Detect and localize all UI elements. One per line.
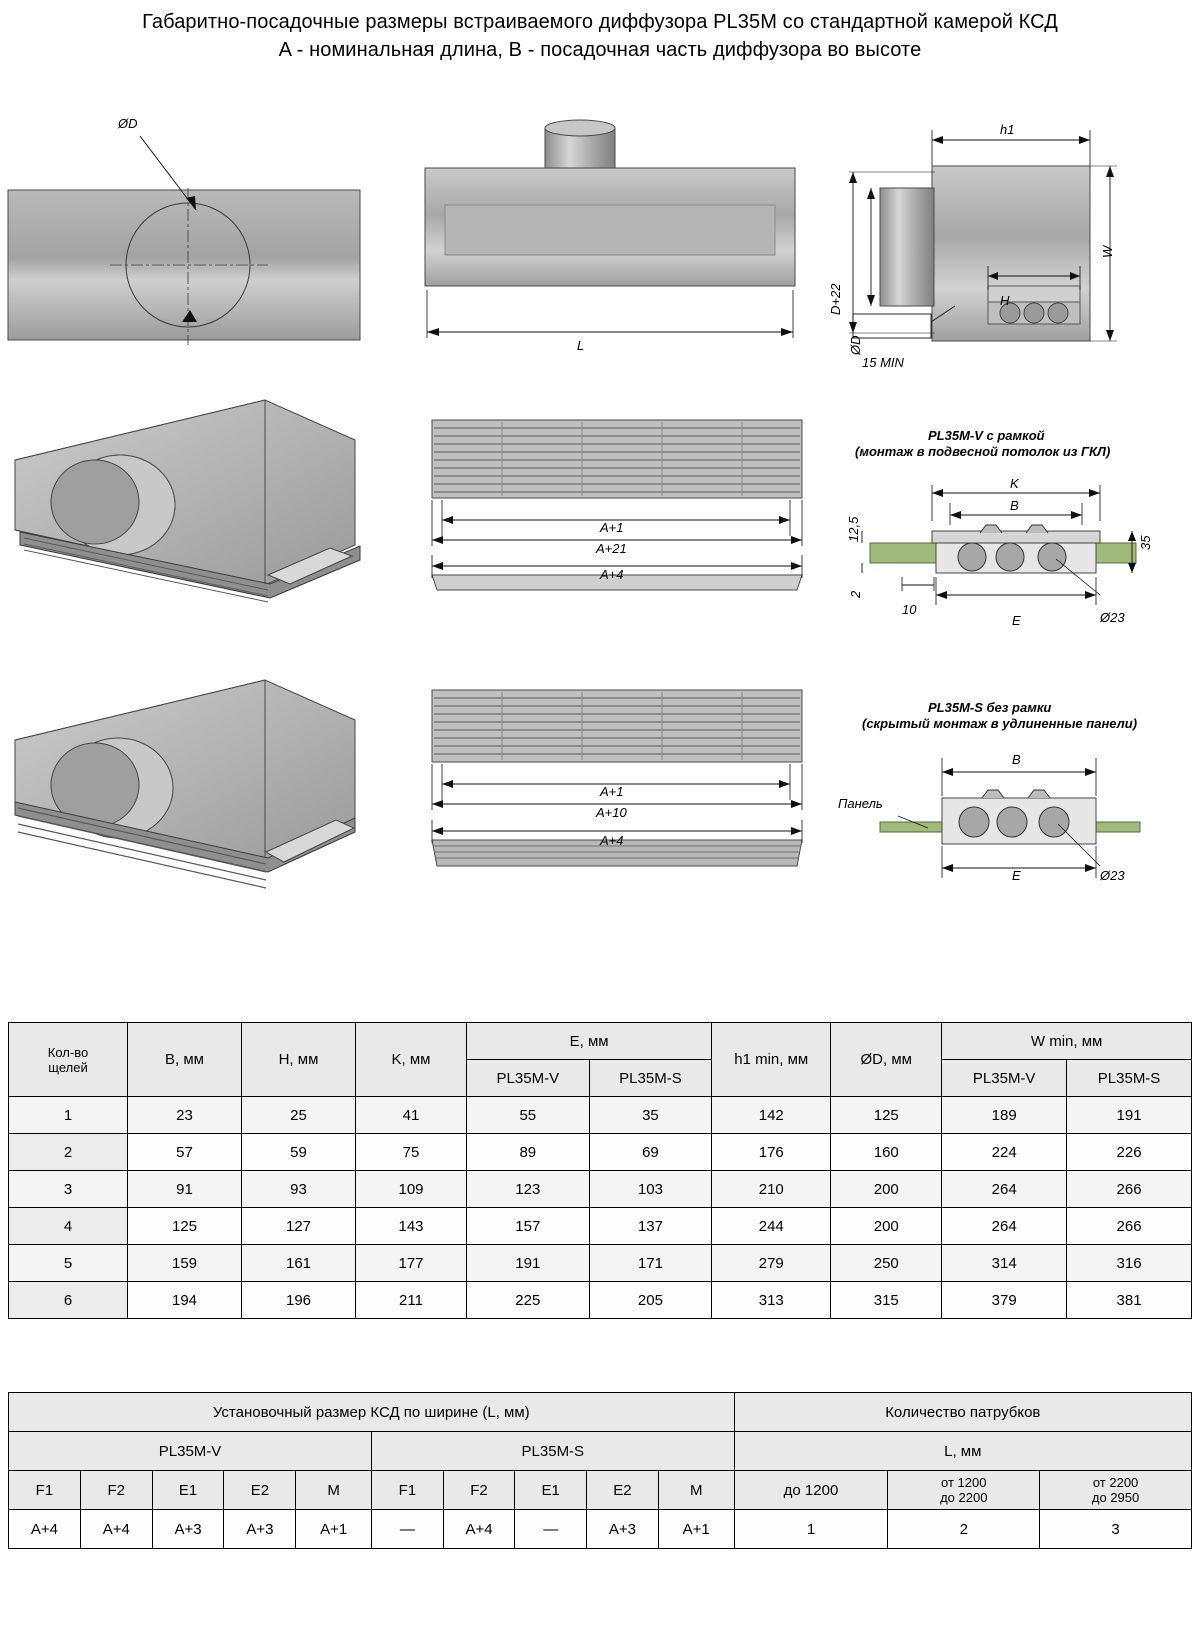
label-B-s: B (1012, 752, 1021, 767)
figure-top-view-duct (0, 100, 400, 380)
cell-K: 75 (356, 1134, 467, 1171)
header-s-m: M (658, 1471, 734, 1510)
label-d23-s: Ø23 (1100, 868, 1125, 883)
title-line-2: A - номинальная длина, B - посадочная часть диффузора во высоте (278, 39, 922, 61)
cell-h1: 313 (712, 1282, 831, 1319)
header-E-s: PL35M-S (589, 1060, 712, 1097)
label-35: 35 (1138, 535, 1153, 550)
cell-K: 177 (356, 1245, 467, 1282)
cell-slots: 3 (9, 1171, 128, 1208)
cell-oD: 200 (831, 1208, 942, 1245)
cell-Wv: 264 (942, 1208, 1067, 1245)
header-range-1: до 1200 (734, 1471, 888, 1510)
cell-Ev: 191 (467, 1245, 590, 1282)
cell-Ev: 157 (467, 1208, 590, 1245)
header-s-f1: F1 (372, 1471, 444, 1510)
cell-Ws: 266 (1067, 1208, 1192, 1245)
cell-slots: 4 (9, 1208, 128, 1245)
header-pl35m-s: PL35M-S (372, 1432, 735, 1471)
cell-h1: 210 (712, 1171, 831, 1208)
label-15-min: 15 MIN (862, 355, 904, 370)
drawings-area (0, 80, 1200, 1010)
header-slots-l1: Кол-во (47, 1044, 89, 1060)
label-s-title-1: PL35M-S без рамки (928, 700, 1052, 715)
header-v-f1: F1 (9, 1471, 81, 1510)
cell-K: 41 (356, 1097, 467, 1134)
cell-Ws: 266 (1067, 1171, 1192, 1208)
figure-isometric-s (0, 620, 370, 920)
cell-H: 93 (242, 1171, 356, 1208)
label-h1: h1 (1000, 122, 1015, 137)
header-L: L, мм (734, 1432, 1191, 1471)
cell-Wv: 189 (942, 1097, 1067, 1134)
table-row (9, 1134, 1192, 1171)
label-v-title-1: PL35M-V с рамкой (928, 428, 1045, 443)
header-v-f2: F2 (80, 1471, 152, 1510)
label-E-s: E (1012, 868, 1021, 883)
cell-H: 59 (242, 1134, 356, 1171)
value-s-f2: A+4 (443, 1510, 515, 1549)
table-header-row (9, 1023, 1192, 1060)
header-h1min: h1 min, мм (712, 1023, 831, 1097)
cell-Wv: 264 (942, 1171, 1067, 1208)
cell-Es: 69 (589, 1134, 712, 1171)
value-v-m: A+1 (296, 1510, 372, 1549)
cell-oD: 200 (831, 1171, 942, 1208)
cell-oD: 315 (831, 1282, 942, 1319)
value-v-f2: A+4 (80, 1510, 152, 1549)
header-range-2-l1: от 1200 (941, 1475, 987, 1490)
value-count-1: 1 (734, 1510, 888, 1549)
cell-Es: 35 (589, 1097, 712, 1134)
cell-B: 159 (128, 1245, 242, 1282)
cell-Ev: 55 (467, 1097, 590, 1134)
value-v-e2: A+3 (224, 1510, 296, 1549)
cell-K: 109 (356, 1171, 467, 1208)
cell-Ws: 381 (1067, 1282, 1192, 1319)
header-spigot-count: Количество патрубков (734, 1393, 1191, 1432)
header-range-2-l2: до 2200 (940, 1490, 988, 1505)
label-W: W (1100, 245, 1115, 258)
cell-slots: 6 (9, 1282, 128, 1319)
header-s-e2: E2 (587, 1471, 659, 1510)
label-B-v: B (1010, 498, 1019, 513)
label-diameter-top: ØD (118, 116, 138, 131)
header-H: H, мм (242, 1023, 356, 1097)
label-H: H (1000, 293, 1010, 308)
label-d23-v: Ø23 (1100, 610, 1125, 625)
install-size-table (8, 1392, 1192, 1549)
figure-section-v (850, 465, 1150, 655)
page-title (0, 8, 1200, 64)
cell-slots: 5 (9, 1245, 128, 1282)
header-W-v: PL35M-V (942, 1060, 1067, 1097)
label-a-plus-21: A+21 (596, 541, 627, 556)
cell-H: 196 (242, 1282, 356, 1319)
cell-H: 25 (242, 1097, 356, 1134)
table-row (9, 1208, 1192, 1245)
header-slots-l2: щелей (48, 1059, 88, 1075)
table-row (9, 1282, 1192, 1319)
header-range-3-l1: от 2200 (1092, 1475, 1139, 1490)
label-a-plus-1-s: A+1 (600, 784, 624, 799)
dimensions-table (8, 1022, 1192, 1319)
header-K: K, мм (356, 1023, 467, 1097)
cell-H: 161 (242, 1245, 356, 1282)
header-slots (9, 1023, 128, 1097)
header-E: E, мм (467, 1023, 712, 1060)
cell-Ws: 226 (1067, 1134, 1192, 1171)
value-s-e1: — (515, 1510, 587, 1549)
bottom-values-row (9, 1510, 1192, 1549)
cell-Ev: 89 (467, 1134, 590, 1171)
value-count-2: 2 (888, 1510, 1040, 1549)
cell-Es: 103 (589, 1171, 712, 1208)
cell-Wv: 379 (942, 1282, 1067, 1319)
cell-oD: 125 (831, 1097, 942, 1134)
table-row (9, 1171, 1192, 1208)
cell-B: 57 (128, 1134, 242, 1171)
bottom-header-row-1 (9, 1393, 1192, 1432)
header-range-2 (888, 1471, 1040, 1510)
header-B: B, мм (128, 1023, 242, 1097)
cell-slots: 2 (9, 1134, 128, 1171)
label-10: 10 (902, 602, 917, 617)
value-v-f1: A+4 (9, 1510, 81, 1549)
label-K: K (1010, 476, 1019, 491)
cell-Wv: 224 (942, 1134, 1067, 1171)
bottom-header-row-3 (9, 1471, 1192, 1510)
value-s-e2: A+3 (587, 1510, 659, 1549)
header-s-e1: E1 (515, 1471, 587, 1510)
figure-front-view (415, 100, 825, 390)
header-W-s: PL35M-S (1067, 1060, 1192, 1097)
cell-B: 23 (128, 1097, 242, 1134)
label-s-title-2: (скрытый монтаж в удлиненные панели) (862, 716, 1138, 731)
label-12-5: 12,5 (846, 516, 861, 542)
header-v-m: M (296, 1471, 372, 1510)
header-s-f2: F2 (443, 1471, 515, 1510)
cell-h1: 176 (712, 1134, 831, 1171)
cell-Es: 205 (589, 1282, 712, 1319)
bottom-header-row-2 (9, 1432, 1192, 1471)
cell-B: 194 (128, 1282, 242, 1319)
value-count-3: 3 (1040, 1510, 1192, 1549)
header-install-size: Установочный размер КСД по ширине (L, мм) (9, 1393, 735, 1432)
header-v-e2: E2 (224, 1471, 296, 1510)
cell-Es: 171 (589, 1245, 712, 1282)
label-2: 2 (848, 590, 863, 598)
header-Wmin: W min, мм (942, 1023, 1192, 1060)
cell-slots: 1 (9, 1097, 128, 1134)
label-a-plus-4-v: A+4 (600, 567, 624, 582)
cell-B: 91 (128, 1171, 242, 1208)
header-E-v: PL35M-V (467, 1060, 590, 1097)
header-pl35m-v: PL35M-V (9, 1432, 372, 1471)
cell-h1: 244 (712, 1208, 831, 1245)
label-E-v: E (1012, 613, 1021, 628)
header-oD: ØD, мм (831, 1023, 942, 1097)
figure-side-view (835, 100, 1145, 380)
cell-oD: 250 (831, 1245, 942, 1282)
figure-section-s (850, 736, 1150, 916)
label-oD-side: ØD (848, 335, 863, 355)
cell-Ws: 316 (1067, 1245, 1192, 1282)
label-a-plus-1-v: A+1 (600, 520, 624, 535)
table-row (9, 1097, 1192, 1134)
cell-oD: 160 (831, 1134, 942, 1171)
cell-B: 125 (128, 1208, 242, 1245)
label-L: L (577, 338, 585, 353)
figure-face-s (412, 680, 832, 880)
cell-Ev: 123 (467, 1171, 590, 1208)
cell-h1: 142 (712, 1097, 831, 1134)
header-range-3-l2: до 2950 (1091, 1490, 1140, 1505)
cell-Es: 137 (589, 1208, 712, 1245)
label-v-title-2: (монтаж в подвесной потолок из ГКЛ) (855, 444, 1111, 459)
cell-Ev: 225 (467, 1282, 590, 1319)
figure-isometric-v (0, 370, 370, 630)
label-a-plus-10: A+10 (596, 805, 627, 820)
header-range-3 (1040, 1471, 1192, 1510)
cell-K: 211 (356, 1282, 467, 1319)
value-v-e1: A+3 (152, 1510, 224, 1549)
label-panel: Панель (838, 796, 883, 811)
table-row (9, 1245, 1192, 1282)
cell-Wv: 314 (942, 1245, 1067, 1282)
label-d-plus-22: D+22 (828, 283, 843, 315)
cell-h1: 279 (712, 1245, 831, 1282)
header-v-e1: E1 (152, 1471, 224, 1510)
cell-H: 127 (242, 1208, 356, 1245)
title-line-1: Габаритно-посадочные размеры встраиваемого диффузора PL35M со стандартной камерой КСД (142, 11, 1058, 33)
value-s-f1: — (372, 1510, 444, 1549)
label-a-plus-4-s: A+4 (600, 833, 624, 848)
cell-Ws: 191 (1067, 1097, 1192, 1134)
cell-K: 143 (356, 1208, 467, 1245)
value-s-m: A+1 (658, 1510, 734, 1549)
